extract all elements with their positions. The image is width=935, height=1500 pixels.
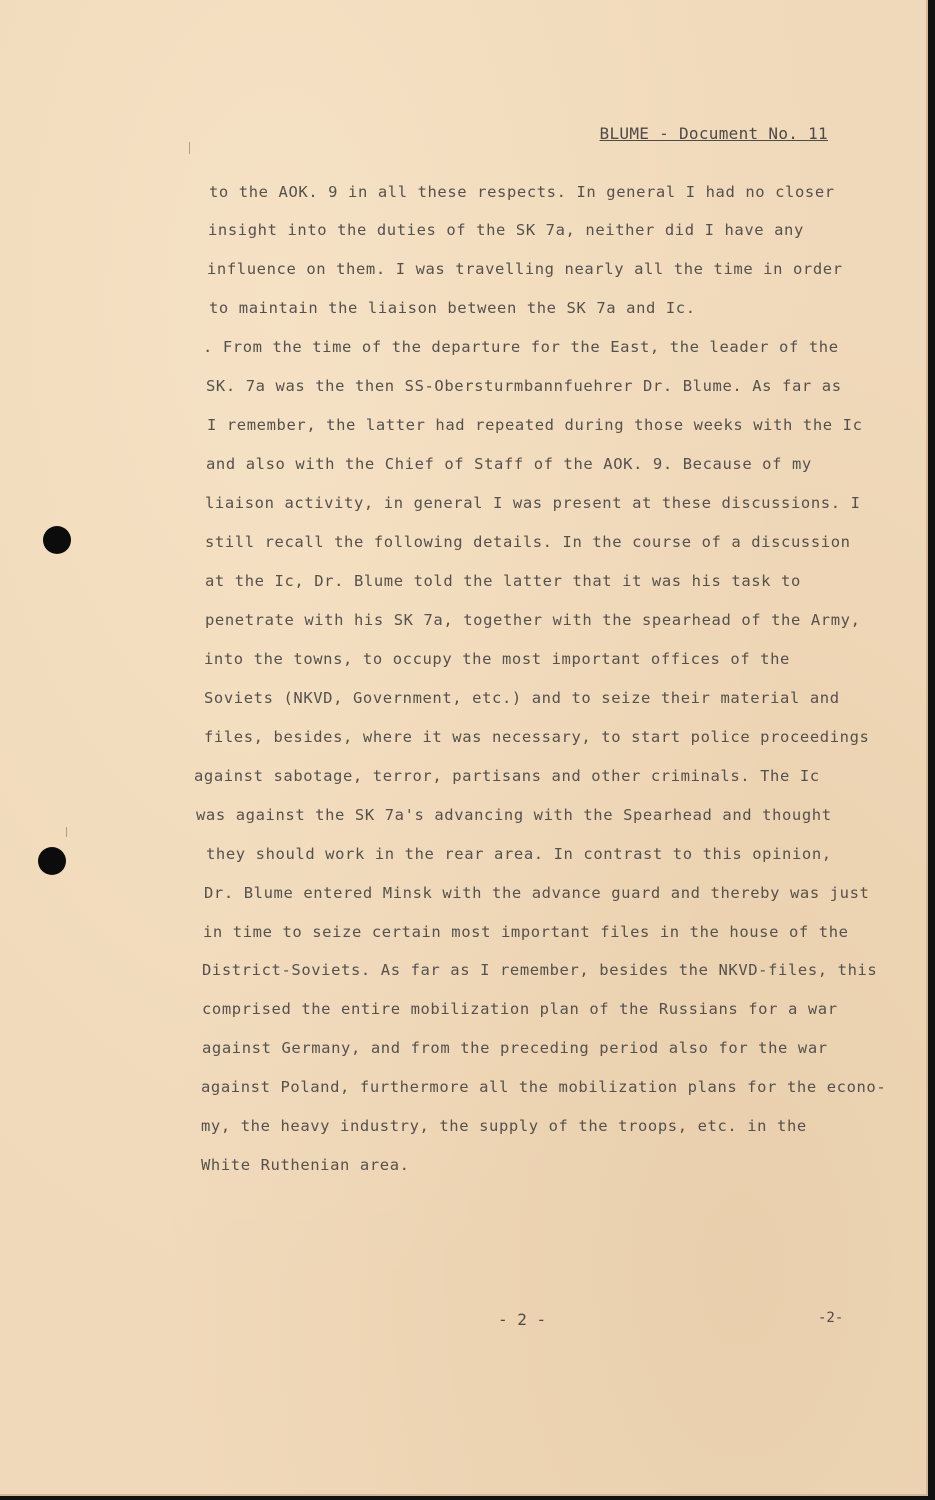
text-line-1: to the AOK. 9 in all these respects. In general I had no closer (209, 183, 835, 201)
text-line-25: my, the heavy industry, the supply of the troops, etc. in the (201, 1117, 807, 1135)
text-line-9: liaison activity, in general I was present at these discussions. I (205, 494, 861, 512)
punch-hole-bottom (38, 847, 66, 875)
text-line-11: at the Ic, Dr. Blume told the latter that it was his task to (205, 572, 801, 590)
text-line-12: penetrate with his SK 7a, together with the spearhead of the Army, (205, 611, 861, 629)
text-line-15: files, besides, where it was necessary, to start police proceedings (204, 728, 870, 746)
page-number: - 2 - (498, 1310, 547, 1329)
text-line-14: Soviets (NKVD, Government, etc.) and to seize their material and (204, 689, 840, 707)
text-line-20: in time to seize certain most important files in the house of the (203, 923, 849, 941)
document-header: BLUME - Document No. 11 (599, 124, 828, 143)
text-line-2: insight into the duties of the SK 7a, neither did I have any (208, 221, 804, 239)
text-line-10: still recall the following details. In the course of a discussion (205, 533, 851, 551)
page-number-right: -2- (818, 1310, 844, 1326)
text-line-22: comprised the entire mobilization plan of the Russians for a war (202, 1000, 838, 1018)
text-line-19: Dr. Blume entered Minsk with the advance guard and thereby was just (204, 884, 870, 902)
text-line-16: against sabotage, terror, partisans and other criminals. The Ic (194, 767, 820, 785)
text-line-7: I remember, the latter had repeated during those weeks with the Ic (207, 416, 863, 434)
text-line-3: influence on them. I was travelling nearly all the time in order (207, 260, 843, 278)
text-line-4: to maintain the liaison between the SK 7a and Ic. (209, 299, 696, 317)
text-line-17: was against the SK 7a's advancing with the Spearhead and thought (196, 806, 832, 824)
paper-mark (189, 142, 190, 154)
text-line-23: against Germany, and from the preceding period also for the war (202, 1039, 828, 1057)
text-line-21: District-Soviets. As far as I remember, besides the NKVD-files, this (202, 961, 878, 979)
text-line-8: and also with the Chief of Staff of the AOK. 9. Because of my (206, 455, 812, 473)
text-line-6: SK. 7a was the then SS-Obersturmbannfuehrer Dr. Blume. As far as (206, 377, 842, 395)
text-line-18: they should work in the rear area. In contrast to this opinion, (206, 845, 832, 863)
punch-hole-top (43, 526, 71, 554)
text-line-26: White Ruthenian area. (201, 1156, 410, 1174)
text-line-13: into the towns, to occupy the most important offices of the (204, 650, 790, 668)
paper-mark (66, 827, 67, 837)
text-line-24: against Poland, furthermore all the mobilization plans for the econo- (201, 1078, 887, 1096)
text-line-5: . From the time of the departure for the East, the leader of the (203, 338, 839, 356)
